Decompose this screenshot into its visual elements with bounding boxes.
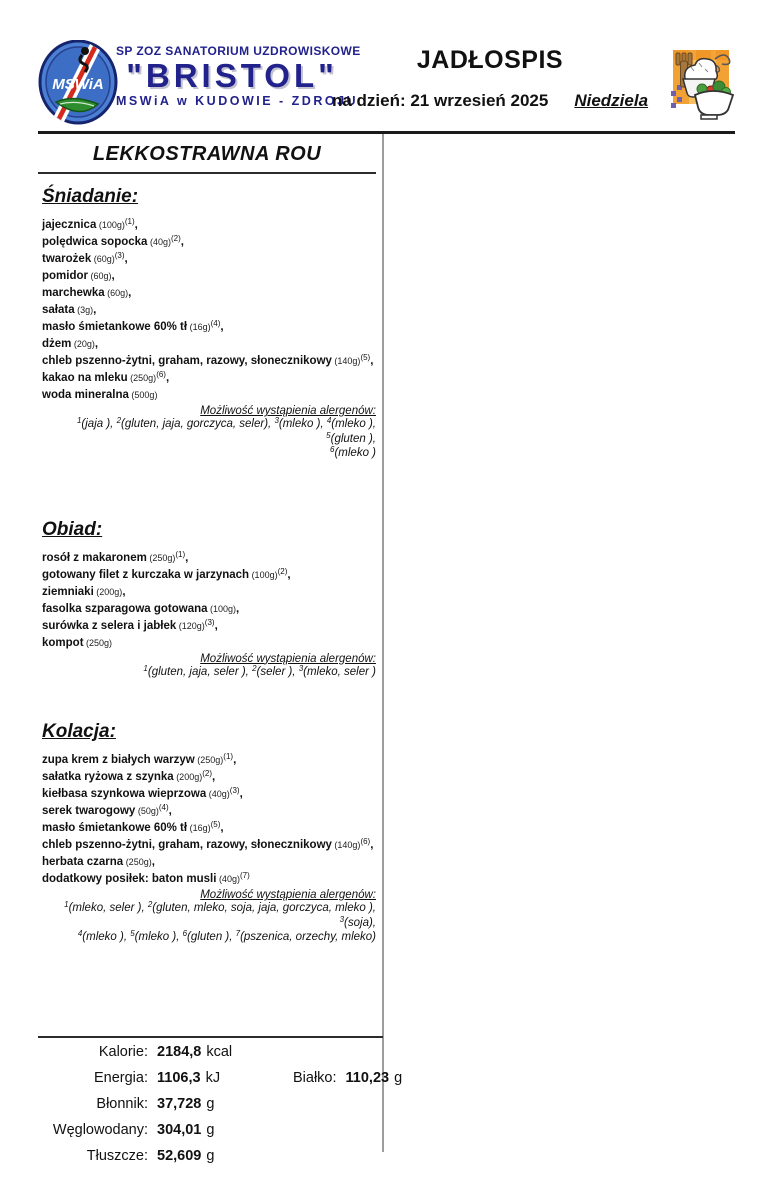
menu-item: masło śmietankowe 60% tł $(16g)^{(4)}$, bbox=[42, 319, 224, 333]
menu-item: ziemniaki (200g), bbox=[42, 585, 126, 598]
nutrition-row: Błonnik: 37,728 g bbox=[96, 1096, 215, 1112]
nutrition-row: Węglowodany: 304,01 g bbox=[52, 1122, 215, 1138]
title-block bbox=[330, 46, 650, 111]
allergen-lines bbox=[38, 665, 376, 680]
nutrition-row: Kalorie: 2184,8 kcal bbox=[98, 1044, 233, 1060]
date-row bbox=[330, 91, 650, 111]
nutrition-row: Energia: 1106,3 kJ Białko: 110,23 g bbox=[93, 1070, 403, 1086]
menu-item: fasolka szparagowa gotowana (100g), bbox=[42, 602, 240, 615]
column-divider bbox=[382, 134, 384, 1152]
menu-item: rosół z makaronem $(250g)^{(1)}$, bbox=[42, 549, 189, 564]
diet-title: LEKKOSTRAWNA ROU bbox=[92, 143, 322, 165]
menu-item: surówka z selera i jabłek $(120g)^{(3)}$, bbox=[42, 617, 218, 632]
menu-item: jajecznica $(100g)^{(1)}$, bbox=[42, 217, 138, 231]
section-items bbox=[42, 751, 376, 887]
allergen-note: Możliwość wystąpienia alergenów: bbox=[200, 652, 376, 665]
mswia-badge-icon bbox=[38, 40, 118, 125]
menu-item: dodatkowy posiłek: baton musli $(40g)^{(7)}$ bbox=[42, 871, 250, 885]
menu-item: masło śmietankowe 60% tł $(16g)^{(5)}$, bbox=[42, 820, 224, 834]
nutrition-summary bbox=[38, 1036, 403, 1174]
allergen-line: $^4$(mleko ), $^5$(mleko ), $^6$(gluten ), $^7$(pszenica, orzechy, mleko) bbox=[77, 929, 376, 943]
menu-column bbox=[38, 140, 376, 945]
section-heading: Obiad: bbox=[42, 518, 103, 540]
date-label: na dzień: 21 wrzesień 2025 bbox=[331, 91, 549, 110]
menu-item: twarożek $(60g)^{(3)}$, bbox=[42, 251, 128, 265]
allergen-line: $^1$(jaja ), $^2$(gluten, jaja, gorczyca, seler), $^3$(mleko ), $^4$(mleko ), $^5$(gluten ), bbox=[76, 416, 376, 445]
section-items bbox=[42, 216, 376, 403]
allergen-lines bbox=[38, 901, 376, 945]
diet-title-underline bbox=[38, 172, 376, 174]
org-name: "BRISTOL" bbox=[126, 57, 338, 94]
menu-item: gotowany filet z kurczaka w jarzynach $(100g)^{(2)}$, bbox=[42, 566, 291, 581]
allergen-note: Możliwość wystąpienia alergenów: bbox=[200, 889, 376, 901]
org-subtitle-top: SP ZOZ SANATORIUM UZDROWISKOWE bbox=[116, 44, 361, 58]
menu-item: polędwica sopocka $(40g)^{(2)}$, bbox=[42, 234, 184, 248]
section-items bbox=[42, 549, 376, 651]
section-heading: Kolacja: bbox=[42, 721, 116, 742]
menu-item: kompot (250g) bbox=[42, 636, 113, 649]
menu-item: kiełbasa szynkowa wieprzowa $(40g)^{(3)}$, bbox=[42, 786, 243, 800]
meal-section bbox=[38, 519, 376, 680]
nutrition-divider bbox=[38, 1036, 383, 1038]
menu-item: chleb pszenno-żytni, graham, razowy, słonecznikowy $(140g)^{(5)}$, bbox=[42, 353, 374, 367]
menu-item: woda mineralna (500g) bbox=[42, 389, 158, 401]
allergen-lines bbox=[38, 417, 376, 461]
meal-section bbox=[38, 186, 376, 461]
menu-item: marchewka (60g), bbox=[42, 287, 132, 299]
allergen-note: Możliwość wystąpienia alergenów: bbox=[200, 405, 376, 417]
logo-text: MSWiA bbox=[52, 76, 104, 93]
header-divider bbox=[38, 131, 735, 134]
menu-sections bbox=[38, 186, 376, 945]
menu-item: herbata czarna (250g), bbox=[42, 856, 155, 868]
page-title: JADŁOSPIS bbox=[416, 46, 564, 74]
menu-item: chleb pszenno-żytni, graham, razowy, słonecznikowy $(140g)^{(6)}$, bbox=[42, 837, 374, 851]
allergen-line: $^6$(mleko ) bbox=[330, 445, 376, 459]
organization-block bbox=[116, 44, 361, 108]
allergen-line: $^1$(gluten, jaja, seler ), $^2$(seler ), $^3$(mleko, seler ) bbox=[143, 663, 376, 678]
menu-item: serek twarogowy $(50g)^{(4)}$, bbox=[42, 803, 172, 817]
nutrition-extra: Białko: 110,23 g bbox=[293, 1070, 403, 1086]
org-subtitle-bottom: MSWiA w KUDOWIE - ZDROJU bbox=[116, 94, 359, 108]
menu-item: dżem (20g), bbox=[42, 338, 99, 350]
meal-bowl-icon bbox=[655, 45, 739, 121]
weekday-label: Niedziela bbox=[574, 91, 649, 110]
menu-item: pomidor (60g), bbox=[42, 270, 115, 282]
allergen-line: $^1$(mleko, seler ), $^2$(gluten, mleko, soja, jaja, gorczyca, mleko ), $^3$(soja), bbox=[64, 900, 376, 929]
meal-section bbox=[38, 721, 376, 945]
section-heading: Śniadanie: bbox=[42, 186, 139, 207]
nutrition-rows bbox=[38, 1044, 403, 1174]
menu-item: zupa krem z białych warzyw $(250g)^{(1)}$, bbox=[42, 752, 237, 766]
menu-item: sałatka ryżowa z szynka $(200g)^{(2)}$, bbox=[42, 769, 216, 783]
menu-item: kakao na mleku $(250g)^{(6)}$, bbox=[42, 370, 170, 384]
menu-item: sałata (3g), bbox=[42, 304, 97, 316]
nutrition-row: Tłuszcze: 52,609 g bbox=[86, 1148, 215, 1164]
